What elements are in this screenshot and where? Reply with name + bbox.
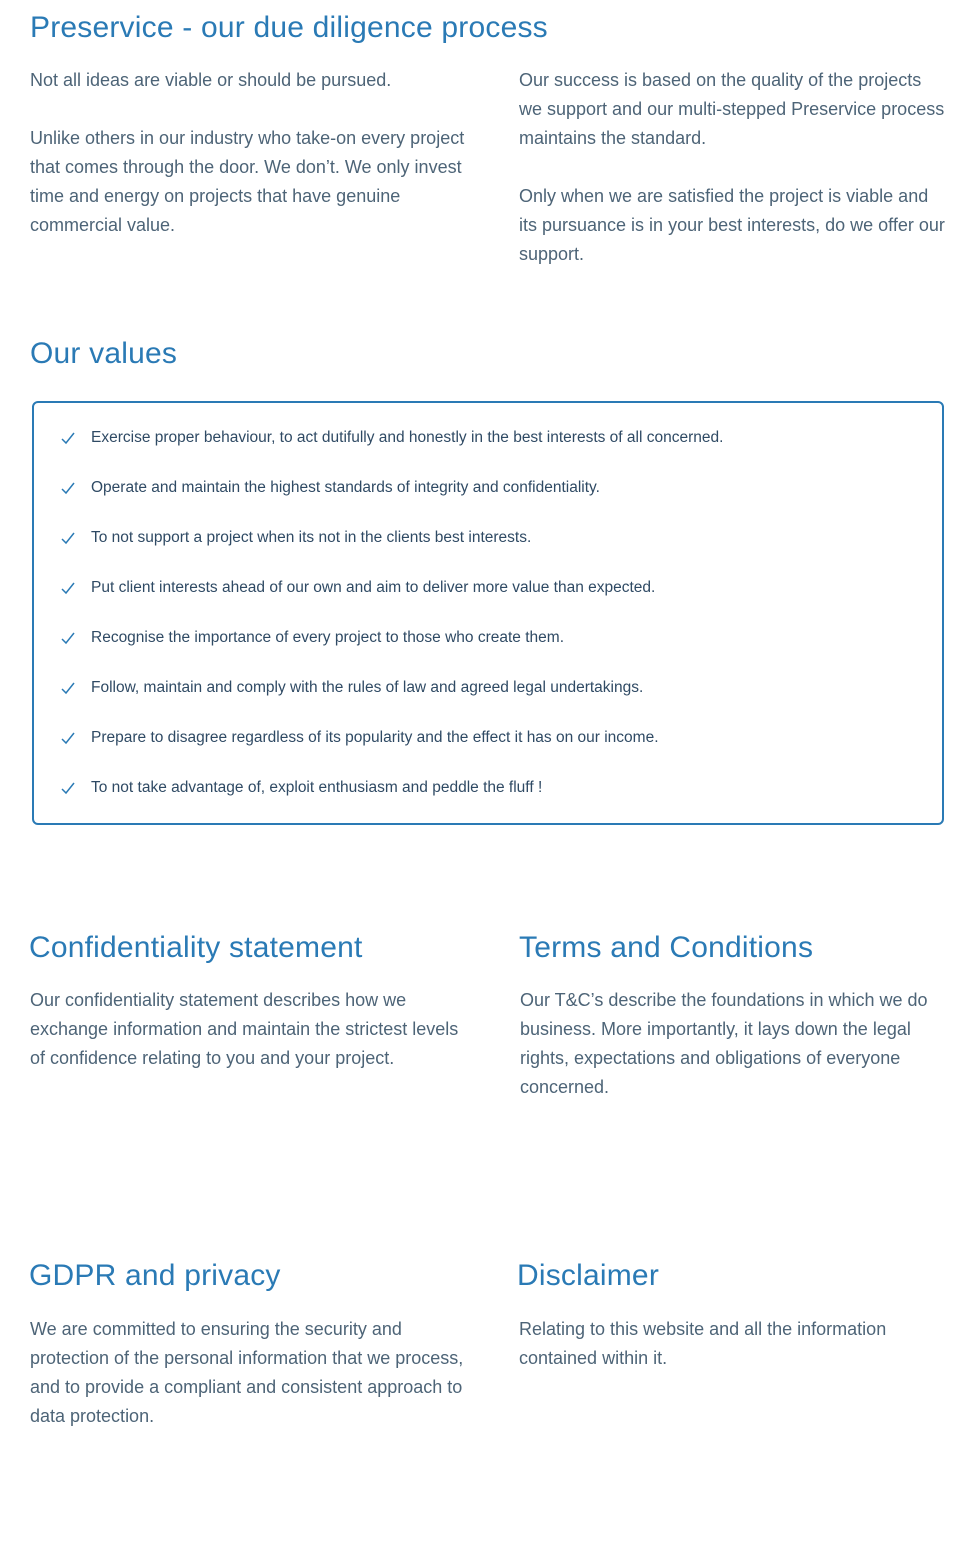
preservice-title: Preservice - our due diligence process xyxy=(30,11,548,44)
check-icon xyxy=(61,530,75,546)
preservice-right-intro: Our success is based on the quality of the projects we support and our multi-stepped Preservice process maintains the standard. xyxy=(519,70,945,148)
values-item xyxy=(34,773,914,803)
values-item-text: Operate and maintain the highest standards of integrity and confidentiality. xyxy=(91,479,600,496)
confidentiality-title[interactable]: Confidentiality statement xyxy=(29,931,363,964)
values-item-text: To not take advantage of, exploit enthusiasm and peddle the fluff ! xyxy=(91,779,543,796)
values-item xyxy=(34,423,914,453)
values-item xyxy=(34,723,914,753)
check-icon xyxy=(61,730,75,746)
check-icon xyxy=(61,480,75,496)
terms-text: Our T&C’s describe the foundations in which we do business. More importantly, it lays down the legal rights, expectations and obligations of everyone concerned. xyxy=(520,990,928,1097)
check-icon xyxy=(61,780,75,796)
values-item-text: Recognise the importance of every project to those who create them. xyxy=(91,629,564,646)
check-icon xyxy=(61,680,75,696)
values-item xyxy=(34,523,914,553)
values-title: Our values xyxy=(30,337,178,370)
values-item xyxy=(34,573,914,603)
terms-title[interactable]: Terms and Conditions xyxy=(519,931,814,964)
check-icon xyxy=(61,580,75,596)
check-icon xyxy=(61,430,75,446)
disclaimer-text: Relating to this website and all the information contained within it. xyxy=(519,1319,887,1368)
disclaimer-title[interactable]: Disclaimer xyxy=(517,1259,660,1292)
values-item-text: Exercise proper behaviour, to act dutifully and honestly in the best interests of all concerned. xyxy=(91,429,724,446)
values-item-text: Follow, maintain and comply with the rules of law and agreed legal undertakings. xyxy=(91,679,644,696)
values-item-text: Prepare to disagree regardless of its popularity and the effect it has on our income. xyxy=(91,729,659,746)
values-item xyxy=(34,623,914,653)
values-item-text: Put client interests ahead of our own and aim to deliver more value than expected. xyxy=(91,579,656,596)
gdpr-text: We are committed to ensuring the security and protection of the personal information that we process, and to provide a compliant and consistent approach to data protection. xyxy=(30,1319,464,1426)
preservice-left-body: Unlike others in our industry who take-on every project that comes through the door. We don’t. We only invest time and energy on projects that have genuine commercial value. xyxy=(30,128,465,235)
values-list-box xyxy=(32,401,944,825)
values-item xyxy=(34,473,914,503)
confidentiality-text: Our confidentiality statement describes how we exchange information and maintain the strictest levels of confidence relating to you and your project. xyxy=(30,990,459,1068)
check-icon xyxy=(61,630,75,646)
gdpr-title[interactable]: GDPR and privacy xyxy=(29,1259,281,1292)
values-item xyxy=(34,673,914,703)
values-item-text: To not support a project when its not in the clients best interests. xyxy=(91,529,532,546)
preservice-left-intro: Not all ideas are viable or should be pursued. xyxy=(30,70,392,90)
preservice-right-body: Only when we are satisfied the project is viable and its pursuance is in your best interests, do we offer our support. xyxy=(519,186,945,264)
